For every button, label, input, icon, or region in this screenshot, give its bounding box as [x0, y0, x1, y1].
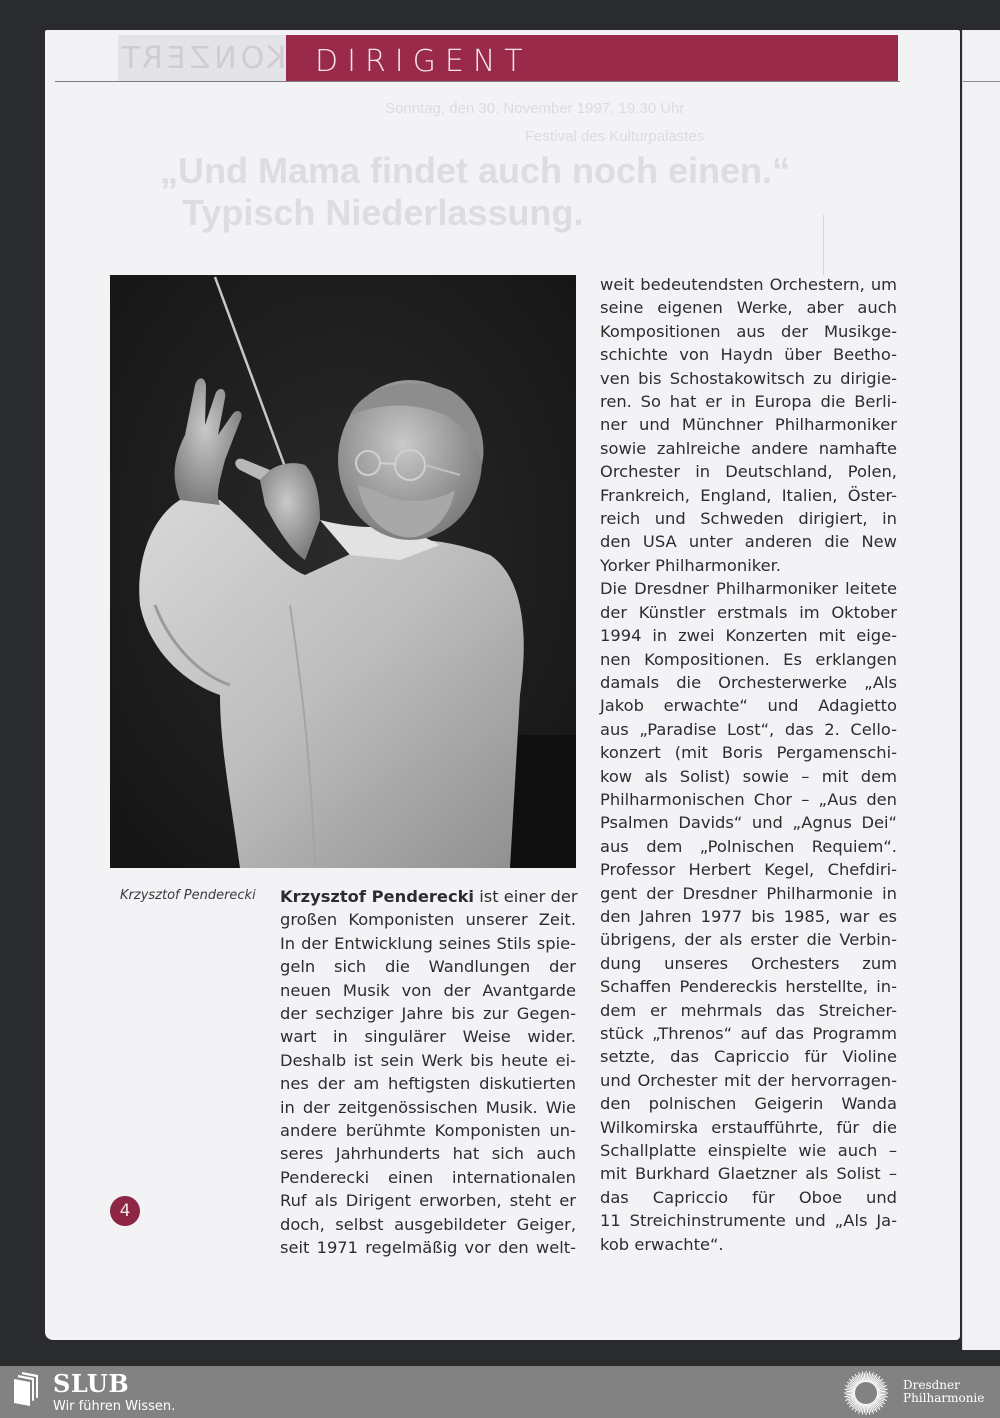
- sun-ray: [867, 1404, 868, 1413]
- sun-ray: [877, 1391, 886, 1392]
- article-line: Frankreich, England, Italien, Öster-: [600, 485, 897, 505]
- facing-page-rule: [963, 81, 1000, 82]
- article-line: Psalmen Davids“ und „Agnus Dei“: [600, 813, 897, 833]
- article-line: Professor Herbert Kegel, Chefdiri-: [600, 860, 897, 880]
- article-line: in der zeitgenössischen Musik. Wie: [280, 1097, 576, 1117]
- sun-ray: [864, 1404, 865, 1413]
- article-line: weit bedeutendsten Orchestern, um: [600, 275, 897, 294]
- conductor-photo-illustration: [110, 275, 576, 868]
- article-line: setzte, das Capriccio für Violine: [600, 1047, 897, 1067]
- article-line: dem er mehrmals das Streicher-: [600, 1000, 897, 1020]
- page-number: 4: [119, 1201, 131, 1221]
- article-line: der sechziger Jahre bis zur Gegen-: [280, 1004, 576, 1024]
- article-line: Yorker Philharmoniker.: [600, 555, 781, 575]
- sun-ray: [877, 1394, 886, 1395]
- photo-caption: Krzysztof Penderecki: [120, 888, 256, 903]
- article-line: seine eigenen Werke, aber auch: [600, 298, 897, 318]
- article-line: seres Jahrhunderts hat sich auch: [280, 1144, 576, 1164]
- article-line: den Jahren 1977 bis 1985, war es: [600, 906, 897, 926]
- page-number-badge: [110, 1196, 140, 1226]
- dresdner-philharmonie-logo-text[interactable]: [903, 1379, 984, 1405]
- article-line: Schaffen Pendereckis herstellte, in-: [600, 977, 897, 997]
- article-line: kow als Solist) sowie – mit dem: [600, 766, 897, 786]
- show-through-rule: [823, 215, 824, 275]
- article-line: Jakob erwachte“ und Adagietto: [600, 696, 897, 716]
- article-line: Schallplatte einspielte wie auch –: [600, 1141, 897, 1161]
- show-through-headline-line-1: „Und Mama findet auch noch einen.“: [160, 150, 791, 191]
- article-line: 11 Streichinstrumente und „Als Ja-: [600, 1211, 897, 1231]
- article-line: nen Kompositionen. Es erklangen: [600, 649, 897, 669]
- header-rule: [55, 81, 900, 82]
- article-line: Kompositionen aus der Musikge-: [600, 321, 897, 341]
- article-column-left: [280, 885, 576, 1260]
- conductor-photo: [110, 275, 576, 868]
- show-through-venue: Festival des Kulturpalastes: [525, 128, 705, 145]
- article-line: [280, 885, 576, 908]
- article-line: ner und Münchner Philharmoniker: [600, 415, 897, 435]
- article-line: aus „Paradise Lost“, das 2. Cello-: [600, 719, 897, 739]
- article-line: neuen Musik von der Avantgarde: [280, 980, 576, 1000]
- article-line: Die Dresdner Philharmoniker leitete: [600, 579, 897, 599]
- article-line: stück „Threnos“ auf das Programm: [600, 1024, 897, 1043]
- article-line: kob erwachte“.: [600, 1234, 724, 1254]
- article-line: Wilkomirska erstaufführte, für die: [600, 1117, 897, 1137]
- show-through-date: Sonntag, den 30. November 1997, 19.30 Uhr: [385, 100, 685, 117]
- article-line: In der Entwicklung seines Stils spie-: [280, 933, 576, 953]
- article-line: damals die Orchesterwerke „Als: [600, 672, 897, 692]
- article-line-text: ist einer der: [474, 887, 578, 906]
- show-through-headline-line-2: Typisch Niederlassung.: [182, 192, 584, 233]
- dresdner-philharmonie-sun-icon[interactable]: [840, 1369, 892, 1417]
- article-line: Orchester in Deutschland, Polen,: [600, 462, 897, 482]
- article-line: geln sich die Wandlungen der: [280, 957, 576, 977]
- article-line: Deshalb ist sein Werk bis heute ei-: [280, 1050, 576, 1070]
- article-line: reich und Schweden dirigiert, in: [600, 509, 897, 529]
- sun-ray: [846, 1394, 855, 1395]
- slub-logo-text[interactable]: SLUB: [53, 1369, 130, 1398]
- article-line: den polnischen Geigerin Wanda: [600, 1094, 897, 1114]
- article-lead-name: Krzysztof Penderecki: [280, 887, 475, 906]
- article-line: mit Burkhard Glaetzner als Solist –: [600, 1164, 897, 1184]
- sun-ray: [867, 1373, 868, 1382]
- article-line: ren. So hat er in Europa die Berli-: [600, 392, 897, 412]
- article-line: Ruf als Dirigent erworben, steht er: [280, 1191, 576, 1211]
- article-line: 1994 in zwei Konzerten mit eige-: [600, 626, 897, 646]
- article-line: großen Komponisten unserer Zeit.: [280, 910, 576, 930]
- slub-book-icon: [12, 1371, 42, 1407]
- footer-bar: [0, 1366, 1000, 1418]
- article-column-right: [600, 273, 897, 1256]
- previous-section-ghost-label: KONZERT: [118, 40, 286, 76]
- section-title: DIRIGENT: [315, 44, 532, 79]
- facing-page-edge: [962, 30, 1000, 1350]
- article-line: schichte von Haydn über Beetho-: [600, 345, 897, 365]
- previous-section-tab-ghost: [118, 35, 286, 81]
- article-line: konzert (mit Boris Pergamenschi-: [600, 743, 897, 763]
- article-line: Philharmonischen Chor – „Aus den: [600, 789, 897, 809]
- article-line: wart in singulärer Weise wider.: [280, 1027, 576, 1047]
- article-line: nes der am heftigsten diskutierten: [280, 1074, 576, 1094]
- partner-name-line-1: Dresdner: [903, 1378, 960, 1392]
- article-line: gent der Dresdner Philharmonie in: [600, 883, 897, 903]
- article-line: und Orchester mit der hervorragen-: [600, 1070, 897, 1090]
- article-line: das Capriccio für Oboe und: [600, 1187, 897, 1207]
- article-line: seit 1971 regelmäßig vor den welt-: [280, 1238, 576, 1258]
- article-line: aus dem „Polnischen Requiem“.: [600, 836, 897, 856]
- article-line: dung unseres Orchesters zum: [600, 953, 897, 973]
- article-line: der Künstler erstmals im Oktober: [600, 602, 897, 622]
- article-line: Penderecki einen internationalen: [280, 1167, 576, 1187]
- sun-center: [856, 1383, 876, 1403]
- article-line: doch, selbst ausgebildeter Geiger,: [280, 1214, 576, 1234]
- partner-name-line-2: Philharmonie: [903, 1391, 985, 1405]
- slub-tagline: Wir führen Wissen.: [53, 1399, 176, 1414]
- sun-ray: [846, 1391, 855, 1392]
- article-line: übrigens, der als erster die Verbin-: [600, 930, 897, 950]
- article-line: ven bis Schostakowitsch zu dirigie-: [600, 368, 897, 388]
- article-line: sowie zahlreiche andere namhafte: [600, 438, 897, 458]
- sun-ray: [864, 1373, 865, 1382]
- article-line: andere berühmte Komponisten un-: [280, 1121, 576, 1141]
- article-line: den USA unter anderen die New: [600, 532, 897, 552]
